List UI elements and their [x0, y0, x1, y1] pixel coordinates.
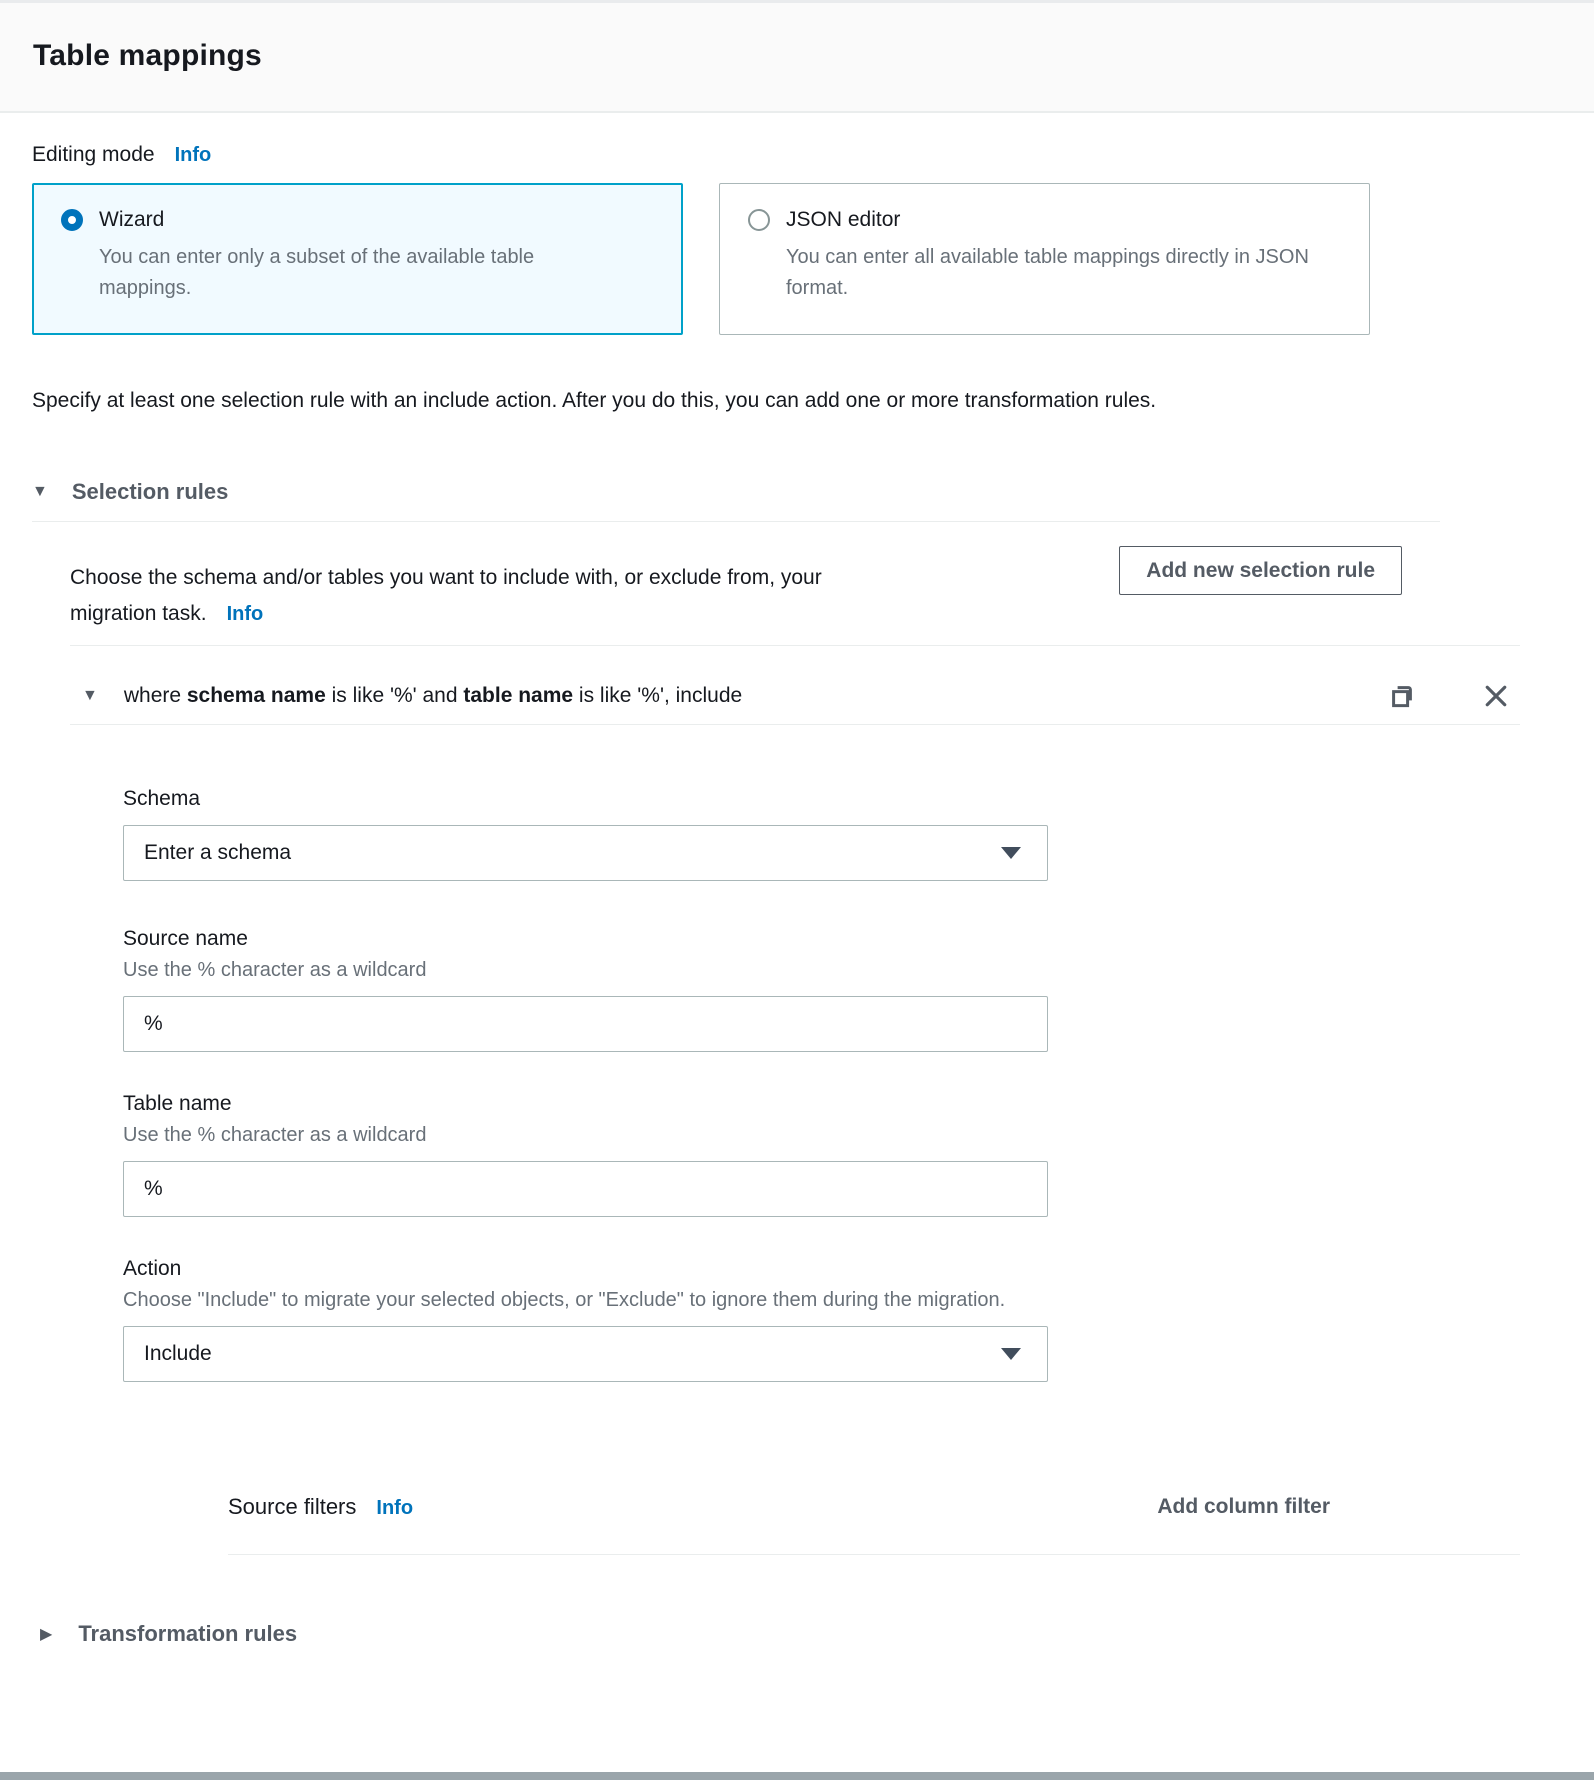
source-name-input[interactable] [144, 1012, 1021, 1036]
editing-mode-option-json-editor[interactable] [719, 183, 1370, 335]
divider [32, 521, 1440, 522]
source-filters-title: Source filters [228, 1494, 357, 1520]
editing-mode-label: Editing mode [32, 143, 155, 166]
add-selection-rule-button[interactable]: Add new selection rule [1119, 546, 1402, 595]
transformation-rules-title: Transformation rules [78, 1621, 298, 1647]
source-filters-info-link[interactable]: Info [376, 1497, 414, 1520]
selection-rules-title: Selection rules [71, 479, 229, 505]
option-description: You can enter all available table mappings directly in JSON format. [786, 246, 1309, 299]
option-title: Wizard [99, 208, 165, 231]
selection-rules-toolbar [32, 546, 1562, 631]
source-filters-section [228, 1494, 1520, 1555]
chevron-down-icon[interactable]: ▼ [82, 687, 98, 705]
rule-form [32, 787, 1562, 1382]
chevron-down-icon [1001, 847, 1021, 859]
source-name-hint: Use the % character as a wildcard [123, 959, 427, 982]
action-select-value: Include [144, 1342, 212, 1366]
source-name-field [123, 996, 1048, 1052]
action-select[interactable] [123, 1326, 1048, 1382]
editing-mode-options [32, 183, 1562, 335]
divider [70, 724, 1520, 725]
selection-rules-header[interactable] [32, 479, 1562, 505]
rule-summary: where schema name is like '%' and table name is like '%', include [123, 684, 743, 708]
action-label: Action [123, 1257, 182, 1281]
duplicate-rule-button[interactable] [1388, 682, 1416, 710]
schema-select[interactable] [123, 825, 1048, 881]
rule-header [32, 682, 1562, 710]
divider [228, 1554, 1520, 1555]
chevron-down-icon [1001, 1348, 1021, 1360]
option-title: JSON editor [786, 208, 901, 231]
table-name-field [123, 1161, 1048, 1217]
panel-header [0, 3, 1594, 113]
schema-label: Schema [123, 787, 201, 811]
add-column-filter-button[interactable]: Add column filter [1157, 1495, 1330, 1519]
selection-rules-info-link[interactable]: Info [226, 602, 264, 625]
radio-unselected-icon[interactable] [748, 209, 770, 231]
page-title: Table mappings [33, 39, 262, 72]
close-icon [1482, 682, 1510, 710]
action-hint: Choose "Include" to migrate your selected objects, or "Exclude" to ignore them during the migration. [123, 1289, 1006, 1312]
editing-mode-info-link[interactable]: Info [174, 144, 212, 166]
table-name-label: Table name [123, 1092, 232, 1116]
transformation-rules-header[interactable] [32, 1621, 1562, 1647]
editing-mode-option-wizard[interactable] [32, 183, 683, 335]
chevron-right-icon[interactable]: ▶ [40, 1626, 53, 1644]
footer-divider [0, 1772, 1594, 1780]
source-name-label: Source name [123, 927, 248, 951]
table-name-input[interactable] [144, 1177, 1021, 1201]
editing-mode-row [32, 143, 1562, 167]
chevron-down-icon[interactable]: ▼ [32, 483, 48, 501]
schema-select-value: Enter a schema [144, 841, 292, 865]
intro-text: Specify at least one selection rule with an include action. After you do this, you can add one or more transformation rules. [32, 389, 1157, 412]
divider [70, 645, 1520, 646]
option-description: You can enter only a subset of the available table mappings. [99, 246, 535, 299]
remove-rule-button[interactable] [1482, 682, 1510, 710]
selection-rules-description: Choose the schema and/or tables you want to include with, or exclude from, your migration task. Info [70, 566, 822, 625]
table-name-hint: Use the % character as a wildcard [123, 1124, 427, 1147]
copy-icon [1388, 682, 1416, 710]
panel-content [0, 143, 1594, 1647]
radio-selected-icon[interactable] [61, 209, 83, 231]
